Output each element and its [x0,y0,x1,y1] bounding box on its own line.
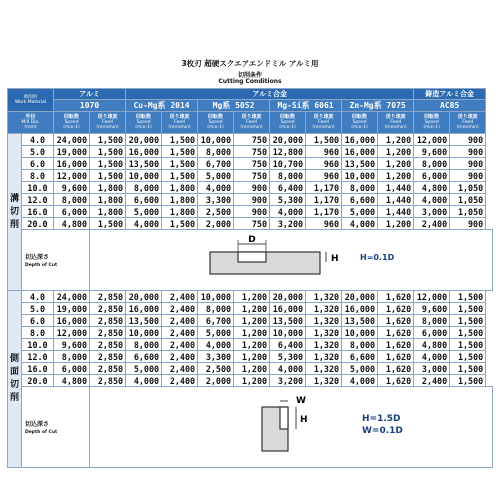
speed-cell: 4,000 [198,182,234,194]
depth-of-cut-label [22,230,90,291]
table-row [8,375,493,387]
depth-en: Depth of Cut [25,430,58,435]
feed-cell: 1,200 [234,363,270,375]
feed-cell: 2,400 [162,291,198,303]
feed-cell: 1,320 [306,315,342,327]
feed-cell: 1,500 [450,315,486,327]
speed-cell: 10,000 [126,327,162,339]
feed-unit-header: 送り速度 Feed (mm/min) [162,112,198,134]
feed-cell: 1,500 [162,134,198,146]
feed-cell: 1,200 [378,170,414,182]
speed-cell: 12,000 [54,327,90,339]
table-row [8,170,493,182]
dia-cell: 6.0 [22,315,54,327]
feed-cell: 1,500 [90,170,126,182]
speed-cell: 4,800 [54,375,90,387]
speed-cell: 8,000 [54,351,90,363]
table-row [8,303,493,315]
feed-cell: 2,850 [90,327,126,339]
feed-cell: 1,620 [378,363,414,375]
speed-cell: 10,000 [198,134,234,146]
feed-cell: 2,850 [90,303,126,315]
speed-cell: 24,000 [54,291,90,303]
speed-cell: 8,000 [414,158,450,170]
feed-cell: 2,850 [90,363,126,375]
dia-cell: 20.0 [22,375,54,387]
feed-cell: 1,170 [306,206,342,218]
feed-cell: 1,620 [378,351,414,363]
dia-cell: 20.0 [22,218,54,230]
speed-cell: 12,000 [414,291,450,303]
feed-cell: 900 [450,158,486,170]
speed-cell: 19,000 [54,146,90,158]
speed-cell: 5,000 [198,327,234,339]
feed-cell: 900 [234,194,270,206]
speed-cell: 4,000 [270,206,306,218]
speed-cell: 4,000 [342,375,378,387]
speed-cell: 12,800 [270,146,306,158]
speed-cell: 4,000 [126,218,162,230]
feed-cell: 1,500 [450,303,486,315]
feed-cell: 1,320 [306,327,342,339]
speed-unit-header: 回転数 Speed (min-1) [414,112,450,134]
work-material-header: 被削材 Work Material [8,89,54,112]
dia-cell: 10.0 [22,339,54,351]
table-row [8,351,493,363]
speed-cell: 16,000 [342,146,378,158]
table-row [8,218,493,230]
dia-cell: 16.0 [22,363,54,375]
speed-cell: 13,500 [342,158,378,170]
feed-cell: 1,200 [378,134,414,146]
speed-cell: 10,700 [270,158,306,170]
speed-unit-header: 回転数 Speed (min-1) [270,112,306,134]
dia-cell: 8.0 [22,170,54,182]
speed-cell: 2,400 [414,375,450,387]
speed-cell: 6,000 [414,170,450,182]
speed-cell: 8,000 [270,170,306,182]
speed-cell: 9,600 [414,303,450,315]
speed-cell: 6,600 [342,351,378,363]
speed-cell: 8,000 [54,194,90,206]
feed-cell: 1,320 [306,375,342,387]
speed-cell: 2,500 [198,206,234,218]
speed-cell: 3,300 [198,194,234,206]
page-title: 3枚刃 超硬スクエアエンドミル アルミ用 [181,59,319,68]
speed-cell: 8,000 [342,182,378,194]
subtitle-en: Cutting Conditions [218,78,282,85]
feed-cell: 1,200 [234,315,270,327]
speed-cell: 16,000 [126,146,162,158]
feed-cell: 1,440 [378,182,414,194]
formula-line: W=0.1D [362,426,403,436]
feed-cell: 1,500 [450,327,486,339]
feed-cell: 2,400 [162,315,198,327]
speed-cell: 6,600 [342,194,378,206]
speed-cell: 20,000 [270,291,306,303]
group-alloy-header: アルミ合金 [126,89,414,100]
feed-cell: 900 [450,170,486,182]
feed-cell: 900 [234,206,270,218]
feed-cell: 1,440 [378,206,414,218]
group-alumi-header: アルミ [54,89,126,100]
feed-cell: 1,200 [234,291,270,303]
material-header-5: AC85 [414,100,486,112]
feed-cell: 1,170 [306,194,342,206]
feed-cell: 2,850 [90,375,126,387]
speed-cell: 12,000 [54,170,90,182]
feed-cell: 2,400 [162,351,198,363]
speed-cell: 6,700 [198,315,234,327]
material-header-0: 1070 [54,100,126,112]
speed-cell: 4,800 [414,339,450,351]
feed-cell: 1,500 [450,339,486,351]
speed-cell: 8,000 [414,315,450,327]
speed-cell: 10,000 [342,327,378,339]
speed-cell: 6,600 [126,194,162,206]
feed-cell: 2,850 [90,315,126,327]
speed-cell: 24,000 [54,134,90,146]
speed-cell: 10,000 [342,170,378,182]
speed-cell: 20,000 [126,134,162,146]
speed-unit-header: 回転数 Speed (min-1) [126,112,162,134]
dia-cell: 16.0 [22,206,54,218]
speed-cell: 5,300 [270,194,306,206]
feed-cell: 1,320 [306,291,342,303]
section-label: 側 面 切 削 [8,291,22,468]
speed-cell: 20,000 [342,291,378,303]
speed-cell: 3,000 [414,363,450,375]
material-header-1: Cu-Mg系 2014 [126,100,198,112]
feed-cell: 900 [234,182,270,194]
feed-cell: 900 [450,134,486,146]
speed-cell: 8,000 [126,182,162,194]
feed-cell: 2,400 [162,327,198,339]
feed-cell: 1,500 [450,375,486,387]
depth-of-cut-diagram [90,230,493,291]
slot-shape [238,252,266,262]
speed-cell: 4,000 [342,218,378,230]
speed-cell: 8,000 [198,303,234,315]
speed-unit-header: 回転数 Speed (min-1) [198,112,234,134]
speed-cell: 5,000 [126,363,162,375]
speed-cell: 6,400 [270,339,306,351]
dia-cell: 6.0 [22,158,54,170]
speed-cell: 3,000 [414,206,450,218]
feed-cell: 1,800 [162,194,198,206]
speed-cell: 9,600 [54,182,90,194]
feed-cell: 1,500 [450,351,486,363]
feed-unit-header: 送り速度 Feed (mm/min) [306,112,342,134]
depth-of-cut-diagram [90,387,493,468]
speed-cell: 9,600 [414,146,450,158]
table-row [8,339,493,351]
speed-cell: 13,500 [342,315,378,327]
feed-cell: 1,500 [162,146,198,158]
feed-cell: 1,200 [234,303,270,315]
speed-cell: 20,000 [270,134,306,146]
feed-cell: 1,500 [90,158,126,170]
speed-cell: 3,300 [198,351,234,363]
speed-cell: 12,000 [414,134,450,146]
depth-of-cut-row [8,387,493,468]
feed-cell: 2,400 [162,363,198,375]
feed-cell: 750 [234,158,270,170]
feed-cell: 1,200 [234,339,270,351]
speed-cell: 8,000 [342,339,378,351]
dia-cell: 12.0 [22,351,54,363]
feed-cell: 1,200 [378,218,414,230]
table-row [8,291,493,303]
speed-cell: 4,000 [414,351,450,363]
material-header-2: Mg系 5052 [198,100,270,112]
speed-cell: 4,800 [414,182,450,194]
mill-dia-header: 外径 Mill Dia. (mm) [8,112,54,134]
feed-cell: 2,400 [162,375,198,387]
feed-cell: 2,850 [90,351,126,363]
feed-cell: 1,620 [378,303,414,315]
diagram-label-h: H [300,415,308,425]
speed-cell: 19,000 [54,303,90,315]
feed-cell: 2,850 [90,291,126,303]
speed-cell: 16,000 [342,134,378,146]
speed-cell: 8,000 [198,146,234,158]
speed-cell: 10,000 [126,170,162,182]
feed-cell: 2,400 [162,339,198,351]
speed-cell: 4,000 [414,194,450,206]
speed-cell: 2,500 [198,363,234,375]
formula-line: H=1.5D [362,414,401,424]
depth-of-cut-label [22,387,90,468]
feed-cell: 750 [234,218,270,230]
feed-cell: 750 [234,134,270,146]
speed-cell: 4,800 [54,218,90,230]
feed-cell: 750 [234,170,270,182]
feed-cell: 1,320 [306,303,342,315]
diagram-label-d: D [248,235,256,245]
speed-cell: 6,000 [414,327,450,339]
dia-cell: 4.0 [22,134,54,146]
feed-cell: 1,500 [162,170,198,182]
feed-cell: 1,500 [306,134,342,146]
feed-cell: 1,500 [90,134,126,146]
feed-cell: 1,620 [378,339,414,351]
speed-cell: 2,000 [198,218,234,230]
feed-cell: 1,500 [450,291,486,303]
material-header-3: Mg-Si系 6061 [270,100,342,112]
depth-jp: 切込深さ [25,254,50,261]
depth-of-cut-row [8,230,493,291]
speed-cell: 2,400 [414,218,450,230]
speed-cell: 6,000 [54,363,90,375]
feed-cell: 750 [234,146,270,158]
feed-cell: 960 [306,170,342,182]
feed-cell: 900 [450,218,486,230]
feed-cell: 1,620 [378,327,414,339]
feed-cell: 1,620 [378,315,414,327]
feed-unit-header: 送り速度 Feed (mm/min) [450,112,486,134]
speed-cell: 2,000 [198,375,234,387]
feed-unit-header: 送り速度 Feed (mm/min) [234,112,270,134]
table-row [8,206,493,218]
table-row [8,182,493,194]
feed-cell: 1,320 [306,351,342,363]
speed-cell: 5,000 [126,206,162,218]
feed-cell: 1,500 [162,218,198,230]
table-row [8,327,493,339]
feed-cell: 1,320 [306,339,342,351]
feed-cell: 1,620 [378,291,414,303]
feed-cell: 1,200 [378,158,414,170]
table-row [8,158,493,170]
dia-cell: 5.0 [22,303,54,315]
speed-cell: 6,400 [270,182,306,194]
feed-cell: 1,800 [90,194,126,206]
slot-cut-diagram [90,230,492,286]
feed-cell: 1,800 [90,182,126,194]
table-row [8,315,493,327]
feed-cell: 1,200 [234,375,270,387]
speed-cell: 10,000 [270,327,306,339]
speed-cell: 16,000 [126,303,162,315]
speed-cell: 16,000 [54,158,90,170]
feed-cell: 1,800 [162,206,198,218]
feed-cell: 900 [450,146,486,158]
speed-cell: 8,000 [126,339,162,351]
speed-cell: 16,000 [54,315,90,327]
speed-cell: 4,000 [270,363,306,375]
feed-cell: 1,440 [378,194,414,206]
table-row [8,134,493,146]
feed-unit-header: 送り速度 Feed (mm/min) [378,112,414,134]
feed-cell: 1,800 [162,182,198,194]
speed-cell: 5,000 [342,363,378,375]
feed-cell: 2,400 [162,303,198,315]
feed-cell: 1,500 [90,146,126,158]
speed-unit-header: 回転数 Speed (min-1) [342,112,378,134]
dia-cell: 4.0 [22,291,54,303]
feed-cell: 2,850 [90,339,126,351]
dia-cell: 12.0 [22,194,54,206]
speed-cell: 20,000 [126,291,162,303]
feed-cell: 1,050 [450,182,486,194]
table-row [8,194,493,206]
feed-cell: 1,500 [162,158,198,170]
feed-unit-header: 送り速度 Feed (mm/min) [90,112,126,134]
feed-cell: 1,800 [90,206,126,218]
speed-cell: 10,000 [198,291,234,303]
dia-cell: 8.0 [22,327,54,339]
feed-cell: 1,320 [306,363,342,375]
feed-cell: 1,500 [90,218,126,230]
speed-cell: 6,600 [126,351,162,363]
table-row [8,146,493,158]
diagram-label-w: W [296,396,306,406]
speed-cell: 13,500 [126,315,162,327]
feed-cell: 1,170 [306,182,342,194]
table-row [8,363,493,375]
dia-cell: 10.0 [22,182,54,194]
group-cast-header: 鋳造アルミ合金 [414,89,486,100]
speed-cell: 4,000 [198,339,234,351]
feed-cell: 960 [306,218,342,230]
speed-cell: 6,700 [198,158,234,170]
speed-cell: 5,000 [198,170,234,182]
speed-cell: 16,000 [270,303,306,315]
side-cut-shape [280,407,288,429]
speed-cell: 5,300 [270,351,306,363]
speed-cell: 6,000 [54,206,90,218]
speed-cell: 3,200 [270,375,306,387]
speed-cell: 13,500 [270,315,306,327]
speed-cell: 16,000 [342,303,378,315]
depth-jp: 切込深さ [25,421,50,428]
speed-cell: 9,600 [54,339,90,351]
diagram-label-h: H [331,254,339,264]
feed-cell: 960 [306,158,342,170]
depth-en: Depth of Cut [25,263,58,268]
speed-cell: 4,000 [126,375,162,387]
section-label: 溝 切 削 [8,134,22,291]
material-header-4: Zn-Mg系 7075 [342,100,414,112]
formula-line: H=0.1D [360,253,395,262]
side-cut-diagram [90,387,492,463]
speed-cell: 5,000 [342,206,378,218]
speed-cell: 3,200 [270,218,306,230]
speed-cell: 13,500 [126,158,162,170]
feed-cell: 1,620 [378,375,414,387]
feed-cell: 960 [306,146,342,158]
dia-cell: 5.0 [22,146,54,158]
subtitle-jp: 切削条件 [237,72,262,79]
feed-cell: 1,200 [234,351,270,363]
cutting-conditions-table [7,88,493,468]
feed-cell: 1,050 [450,194,486,206]
speed-unit-header: 回転数 Speed (min-1) [54,112,90,134]
feed-cell: 1,050 [450,206,486,218]
feed-cell: 1,500 [450,363,486,375]
feed-cell: 1,200 [378,146,414,158]
feed-cell: 1,200 [234,327,270,339]
